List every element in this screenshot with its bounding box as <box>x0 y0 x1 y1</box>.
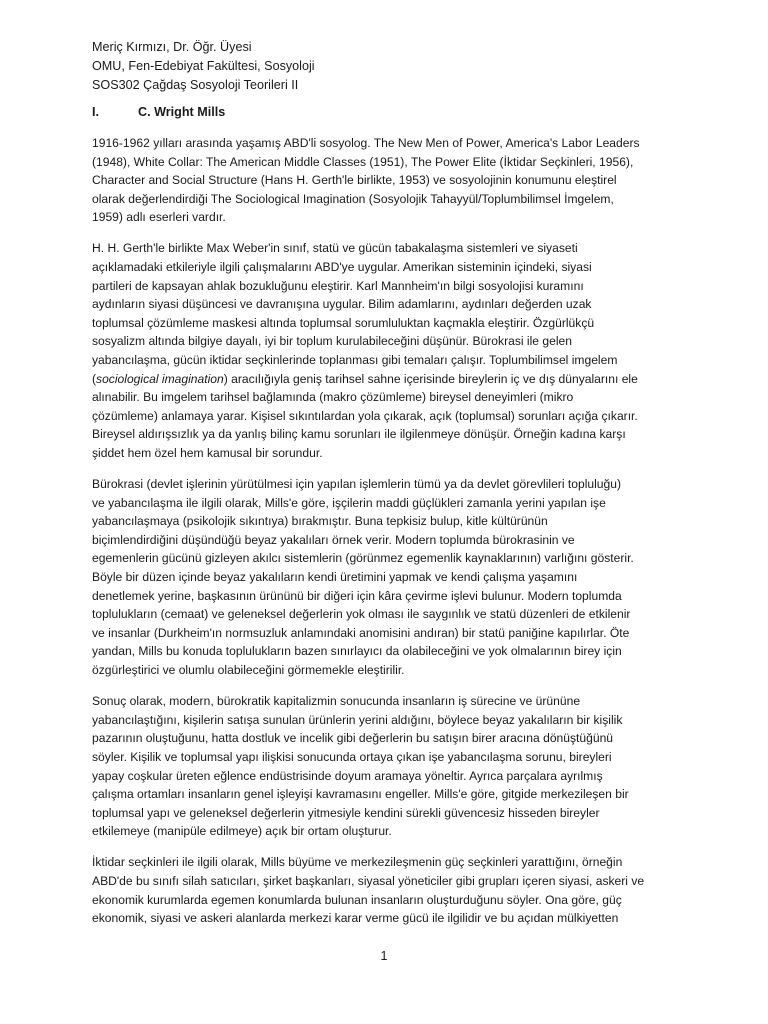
text-line: sosyalizm altında bilgiye dayalı, iyi bir toplum kurulabileceğini düşünür. Bürokrasi ile gelen <box>92 334 572 349</box>
text-line: çözümleme) anlamaya yarar. Kişisel sıkıntılardan yola çıkarak, açık (toplumsal) sorunları açığa çıkarır. <box>92 408 638 423</box>
document-header <box>92 38 680 95</box>
text-line: yandan, Mills bu konuda toplulukların bazen sınırlayıcı da olabileceğini ve yok olmalarının birey için <box>92 644 622 659</box>
text-line: (sociological imagination) aracılığıyla geniş tarihsel sahne içerisinde bireylerin iç ve dış dünyalarını ele <box>92 371 638 386</box>
text-line: açıklamadaki etkileriyle ilgili çalışmalarını ABD'ye uygular. Amerikan sisteminin içindeki, siyasi <box>92 260 592 275</box>
text-line: toplumsal çözümleme maskesi altında toplumsal sorumluluktan kaçmakla eleştirir. Özgürlükçü <box>92 315 595 330</box>
text-line: yabancılaşma, gücün iktidar seçkinlerinde toplanması gibi temaları çalışır. Toplumbilimsel imgelem <box>92 353 618 368</box>
text-line: H. H. Gerth'le birlikte Max Weber'in sınıf, statü ve gücün tabakalaşma sistemleri ve siyaseti <box>92 241 578 256</box>
text-line: pazarının oluştuğunu, hatta dostluk ve incelik gibi değerlerin bu satışın birer aracına dönüştüğünü <box>92 731 614 746</box>
section-title: C. Wright Mills <box>138 105 226 119</box>
body-text <box>92 134 680 928</box>
text-line: yapay coşkular üreten eğlence endüstrisinde doyum aramaya yöneltir. Ayrıca parçalara ayrılmış <box>92 768 603 783</box>
text-line: ekonomik, siyasi ve askeri alanlarda merkezi karar verme gücü ile ilgilidir ve bu açıdan mülkiyetten <box>92 911 619 926</box>
text-line: biçimlendirdiğini düşündüğü beyaz yakalıları örnek verir. Modern toplumda bürokrasinin ve <box>92 532 575 547</box>
text-line: söyler. Kişilik ve toplumsal yapı ilişkisi sonucunda ortaya çıkan işe yabancılaşma sorunu, bireyleri <box>92 749 612 764</box>
text-line: Bireysel aldırışsızlık ya da yanlış bilinç kamu sorunları ile ilgilenmeye dönüşür. Örneğin kadına karşı <box>92 427 626 442</box>
text-line: Character and Social Structure (Hans H. Gerth'le birlikte, 1953) ve sosyolojinin konumunu eleştirel <box>92 173 617 188</box>
italic-term: sociological imagination <box>96 371 224 386</box>
text-line: egemenlerin gücünü gizleyen akılcı sistemlerin (görünmez egemenlik kaynaklarının) varlığını gösterir. <box>92 551 634 566</box>
text-line: ve yabancılaşma ile ilgili olarak, Mills'e göre, işçilerin maddi güçlükleri zamanla yerini yapılan işe <box>92 495 606 510</box>
text-line: toplumsal yapı ve geleneksel değerlerin yitmesiyle kendini sürekli güvencesiz hisseden bireyler <box>92 805 600 820</box>
text-line: (1948), White Collar: The American Middle Classes (1951), The Power Elite (İktidar Seçkinleri, 1956), <box>92 154 634 169</box>
text-line: alınabilir. Bu imgelem tarihsel bağlamında (makro çözümleme) bireysel deneyimleri (mikro <box>92 390 574 405</box>
text-line: aydınların siyasi düşüncesi ve davranışına uygular. Bilim adamlarını, aydınları değerden uzak <box>92 297 592 312</box>
text-line: şiddet hem özel hem kamusal bir sorundur. <box>92 446 323 460</box>
text-line: toplulukların (cemaat) ve geleneksel değerlerin yok olması ile saygınlık ve statü düzenleri de etkilenir <box>92 607 631 622</box>
text-line: İktidar seçkinleri ile ilgili olarak, Mills büyüme ve merkezileşmenin güç seçkinleri yarattığını, örneğin <box>92 855 623 870</box>
text-line: özgürleştirici ve olumlu olabileceğini görmemekle eleştirilir. <box>92 663 405 678</box>
text-line: ekonomik kurumlarda egemen konumlarda bulunan insanların oluşturduğunu söyler. Ona göre, güç <box>92 892 622 907</box>
text-line: Bürokrasi (devlet işlerinin yürütülmesi için yapılan işlemlerin tümü ya da devlet görevlileri topluluğu) <box>92 477 622 492</box>
page-number: 1 <box>380 949 388 963</box>
text-line: ve insanlar (Durkheim'ın normsuzluk anlamındaki anomisini andıran) bir statü paniğine kapılırlar. Öte <box>92 625 630 640</box>
section-heading <box>92 103 680 122</box>
text-line: 1916-1962 yılları arasında yaşamış ABD'li sosyolog. The New Men of Power, America's Labor Leaders <box>92 136 640 150</box>
text-line: yabancılaşmaya (psikolojik sıkıntıya) bırakmıştır. Buna tepkisiz bulup, kitle kültürünün <box>92 514 548 529</box>
text-line: Böyle bir düzen içinde beyaz yakalıların kendi üretimini yapmak ve kendi çalışma yaşamını <box>92 570 578 585</box>
paragraph <box>92 853 680 927</box>
author-line: Meriç Kırmızı, Dr. Öğr. Üyesi <box>92 40 252 54</box>
course-line: SOS302 Çağdaş Sosyoloji Teorileri II <box>92 78 299 92</box>
text-line: olarak değerlendirdiği The Sociological Imagination (Sosyolojik Tahayyül/Toplumbilimsel İmgelem, <box>92 191 614 206</box>
text-line: 1959) adlı eserleri vardır. <box>92 210 226 225</box>
text-line: çalışma ortamları insanların genel işleyişi kavramasını engeller. Mills'e göre, gitgide merkezileşen bir <box>92 787 629 802</box>
paragraph <box>92 475 680 680</box>
text-line: denetlemek yerine, başkasının ürününü bir diğeri için kâra çevirme işlevi bulunur. Modern toplumda <box>92 588 622 603</box>
paragraph <box>92 134 680 227</box>
affiliation-line: OMU, Fen-Edebiyat Fakültesi, Sosyoloji <box>92 59 315 73</box>
text-line: yabancılaştığını, kişilerin satışa sunulan ürünlerin yerini aldığını, böylece beyaz yakalıların bir kişilik <box>92 712 623 727</box>
paragraph <box>92 692 680 841</box>
text-line: etkilemeye (manipüle edilmeye) açık bir ortam oluşturur. <box>92 824 392 839</box>
text-line: partileri de kapsayan ahlak bozukluğunu eleştirir. Karl Mannheim'ın bilgi sosyolojisi kuramını <box>92 278 584 293</box>
text-line: Sonuç olarak, modern, bürokratik kapitalizmin sonucunda insanların iş sürecine ve ürününe <box>92 694 581 709</box>
paragraph <box>92 239 680 462</box>
text-line: ABD'de bu sınıfı silah satıcıları, şirket başkanları, siyasal yöneticiler gibi grupları içeren siyasi, askeri ve <box>92 873 645 888</box>
document-page <box>92 38 680 940</box>
section-number: I. <box>92 105 99 119</box>
